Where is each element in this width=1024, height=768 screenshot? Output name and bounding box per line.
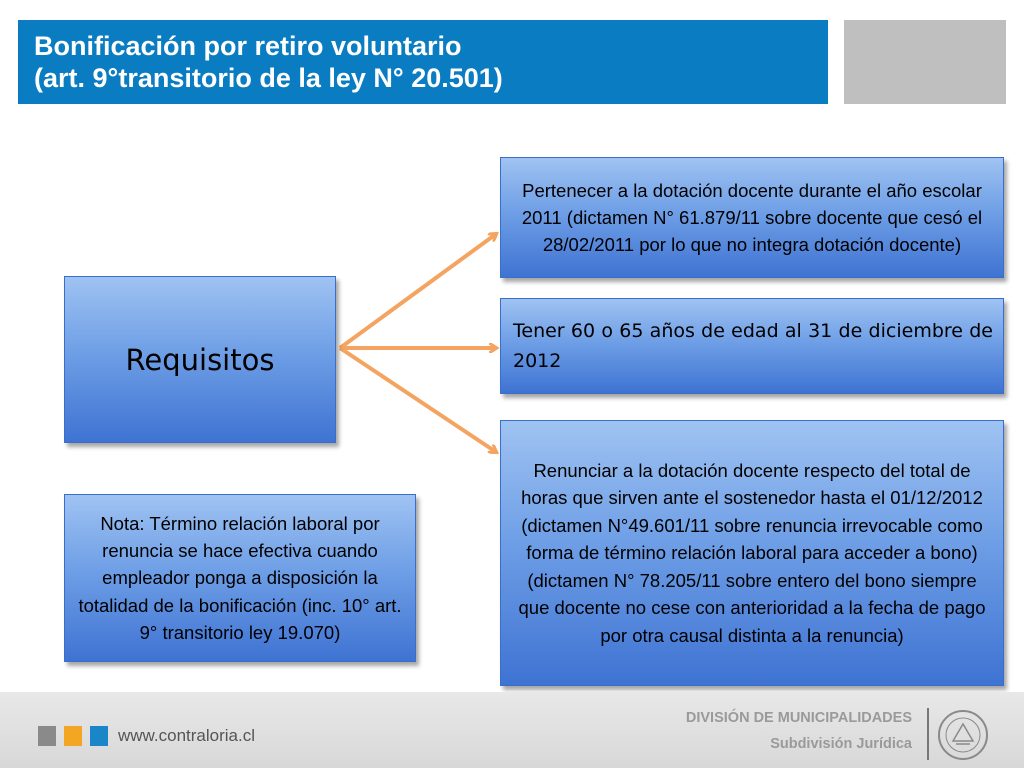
website-link[interactable]: www.contraloria.cl (118, 726, 255, 745)
arrow-to-requirement-1 (340, 234, 496, 348)
division-name: DIVISIÓN DE MUNICIPALIDADES (685, 710, 912, 726)
requirement-text-2: Tener 60 o 65 años de edad al 31 de diciembre de 2012 (513, 320, 993, 372)
footer-divider (927, 708, 929, 760)
requirement-box-2 (500, 298, 1004, 394)
slide-title-line-1: Bonificación por retiro voluntario (34, 31, 462, 61)
subdivision-name: Subdivisión Jurídica (770, 736, 912, 752)
requirement-text-1: Pertenecer a la dotación docente durante el año escolar 2011 (dictamen N° 61.879/11 sobre docente que cesó el 28/02/2011 por lo que no integra dotación docente) (521, 180, 983, 255)
slide-title-line-2: (art. 9°transitorio de la ley N° 20.501) (34, 63, 503, 93)
logo-square-gray (38, 726, 56, 746)
logo-square-orange (64, 726, 82, 746)
requirement-box-1 (500, 157, 1004, 278)
logo-square-blue (90, 726, 108, 746)
requisitos-node (64, 276, 336, 443)
requirement-text-3: Renunciar a la dotación docente respecto del total de horas que sirven ante el sostenedor hasta el 01/12/2012 (dictamen N°49.601/11 sobre renuncia irrevocable como forma de término relación laboral para acceder a bono) (dictamen N° 78.205/11 sobre entero del bono siempre que docente no cese con anterioridad a la fecha de pago por otra causal distinta a la renuncia) (518, 459, 986, 646)
arrow-to-requirement-3 (340, 348, 496, 452)
contraloria-seal-icon (936, 708, 990, 762)
note-box (64, 494, 416, 662)
requirement-box-3 (500, 420, 1004, 686)
note-text: Nota: Término relación laboral por renuncia se hace efectiva cuando empleador ponga a disposición la totalidad de la bonificación (inc. 10° art. 9° transitorio ley 19.070) (78, 512, 402, 643)
requisitos-label: Requisitos (125, 342, 275, 377)
